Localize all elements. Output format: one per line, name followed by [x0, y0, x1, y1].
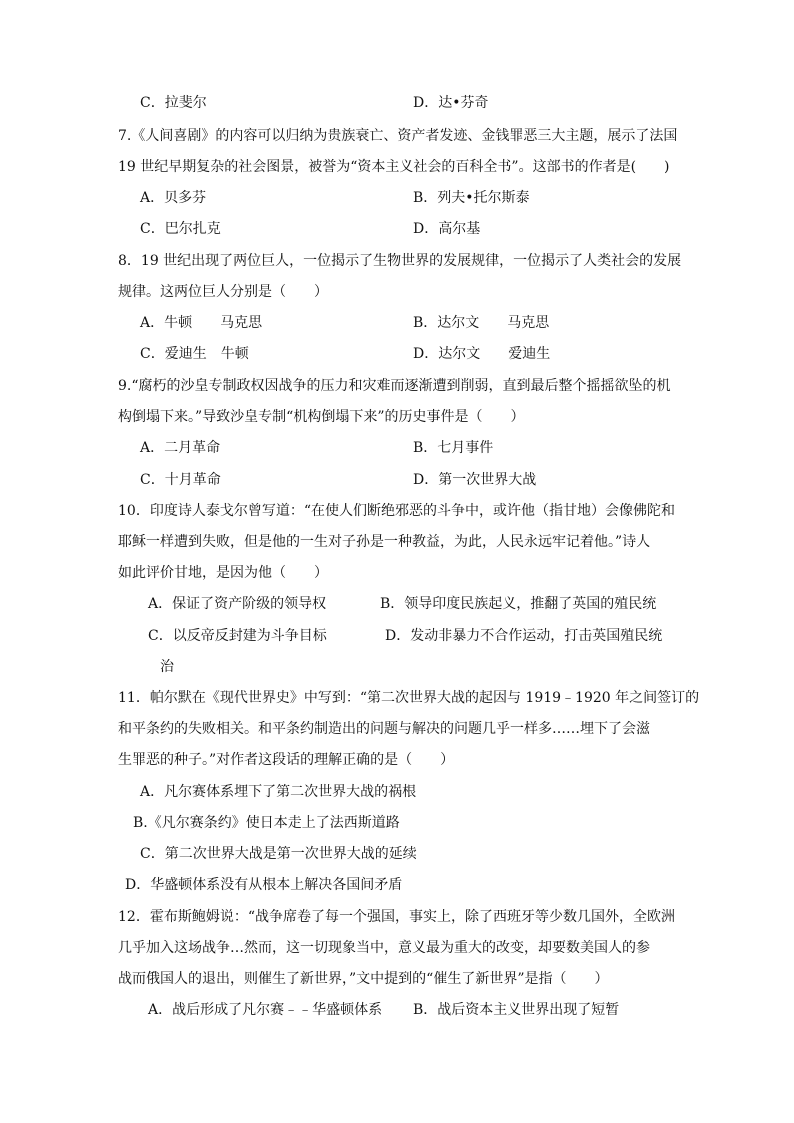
text-line: 9.“腐朽的沙皇专制政权因战争的压力和灾难而逐渐遭到削弱，直到最后整个摇摇欲坠的机: [118, 378, 671, 394]
text-line: 10．印度诗人泰戈尔曾写道：“在使人们断绝邪恶的斗争中，或许他（指甘地）会像佛陀和: [118, 503, 675, 519]
text-line: 11．帕尔默在《现代世界史》中写到：“第二次世界大战的起因与 1919﹣1920 年之间签订的: [118, 690, 700, 706]
text-line: A．牛顿 马克思: [140, 315, 263, 331]
text-line: C．拉斐尔: [140, 95, 207, 111]
text-line: 如此评价甘地，是因为他（ ）: [118, 565, 328, 581]
text-line: D．发动非暴力不合作运动，打击英国殖民统: [385, 628, 663, 644]
text-line: 12．霍布斯鲍姆说：“战争席卷了每一个强国，事实上，除了西班牙等少数几国外，全欧洲: [118, 909, 675, 925]
text-line: D．第一次世界大战: [413, 472, 537, 488]
text-line: 和平条约的失败相关。和平条约制造出的问题与解决的问题几乎一样多……埋下了会滋: [118, 721, 650, 737]
text-line: B.《凡尔赛条约》使日本走上了法西斯道路: [133, 815, 400, 831]
text-line: D．达尔文 爱迪生: [413, 346, 551, 362]
text-line: 治: [160, 659, 174, 675]
text-line: 战而俄国人的退出，则催生了新世界，”文中提到的“催生了新世界”是指（ ）: [118, 971, 609, 987]
text-line: 生罪恶的种子。”对作者这段话的理解正确的是（ ）: [118, 752, 455, 768]
text-line: B．达尔文 马克思: [413, 315, 550, 331]
text-line: D．高尔基: [413, 221, 481, 237]
text-line: C．第二次世界大战是第一次世界大战的延续: [140, 846, 417, 862]
text-line: C．巴尔扎克: [140, 221, 221, 237]
text-line: A．战后形成了凡尔赛﹣﹣华盛顿体系: [148, 1002, 383, 1018]
text-line: 构倒塌下来。”导致沙皇专制“机构倒塌下来”的历史事件是（ ）: [118, 409, 525, 425]
text-line: A．凡尔赛体系埋下了第二次世界大战的祸根: [140, 784, 417, 800]
text-line: D．达•芬奇: [413, 95, 489, 111]
text-line: A．二月革命: [140, 440, 221, 456]
text-line: 8．19 世纪出现了两位巨人，一位揭示了生物世界的发展规律，一位揭示了人类社会的发展: [118, 253, 682, 269]
text-line: 几乎加入这场战争…然而，这一切现象当中，意义最为重大的改变，却要数美国人的参: [118, 940, 650, 956]
text-line: A．保证了资产阶级的领导权: [148, 596, 327, 612]
text-line: A．贝多芬: [140, 190, 207, 206]
text-line: C．以反帝反封建为斗争目标: [148, 628, 327, 644]
text-line: B．领导印度民族起义，推翻了英国的殖民统: [380, 596, 657, 612]
text-line: C．爱迪生 牛顿: [140, 346, 249, 362]
text-line: B．战后资本主义世界出现了短暂: [413, 1002, 620, 1018]
text-line: C．十月革命: [140, 472, 221, 488]
text-line: B．列夫•托尔斯泰: [413, 190, 530, 206]
text-line: B．七月事件: [413, 440, 494, 456]
text-line: 耶稣一样遭到失败，但是他的一生对子孙是一种教益，为此，人民永远牢记着他。”诗人: [118, 534, 651, 550]
text-line: 规律。这两位巨人分别是（ ）: [118, 284, 328, 300]
text-line: 7.《人间喜剧》的内容可以归纳为贵族衰亡、资产者发迹、金钱罪恶三大主题，展示了法国: [118, 128, 678, 144]
text-line: D．华盛顿体系没有从根本上解决各国间矛盾: [125, 877, 403, 893]
text-line: 19 世纪早期复杂的社会图景，被誉为“资本主义社会的百科全书”。这部书的作者是( ): [118, 159, 670, 175]
